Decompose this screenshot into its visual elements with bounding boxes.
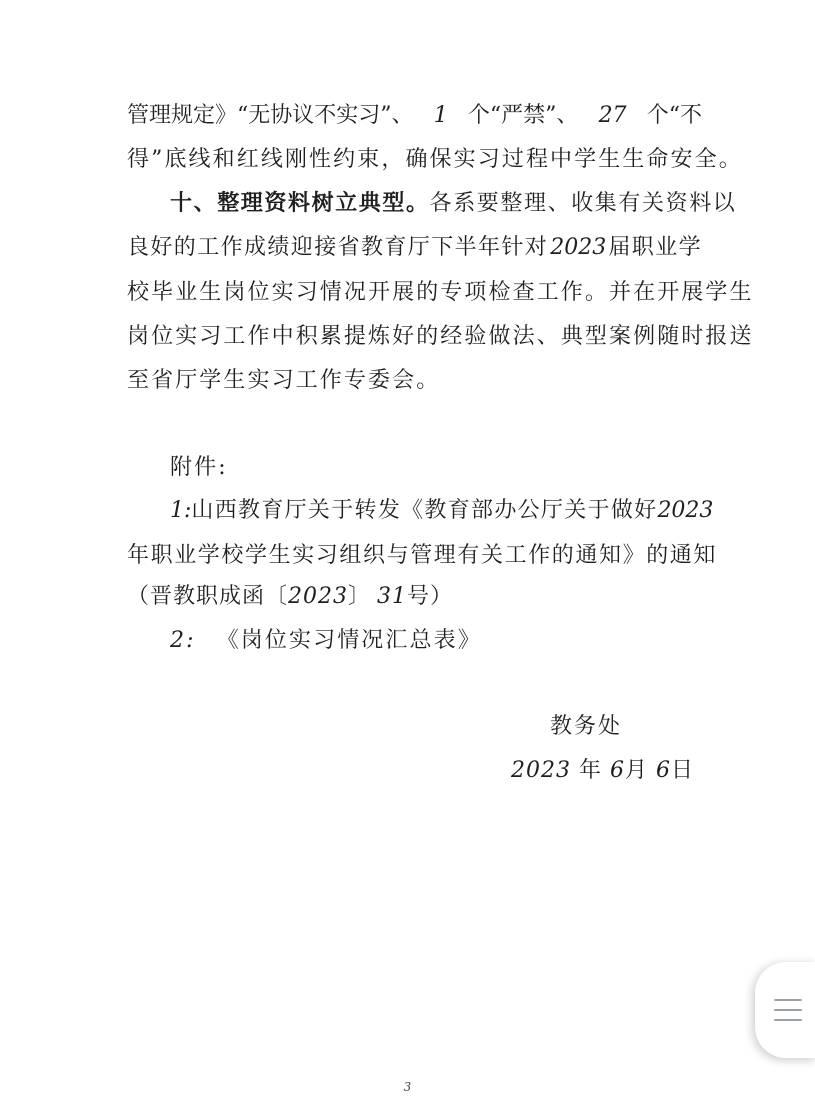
body-line-2: 得”底线和红线刚性约束，确保实习过程中学生生命安全。 [127, 147, 743, 172]
text-segment: 号） [407, 584, 454, 609]
attachment-item-1 [170, 496, 714, 526]
attachment-item-2 [170, 626, 482, 656]
date-year-unit: 年 [579, 758, 603, 783]
body-line-1 [127, 101, 702, 131]
date-month-unit: 月 [625, 758, 649, 783]
signature-department: 教务处 [550, 714, 623, 739]
document-number: 31 [377, 584, 408, 609]
text-segment: 届职业学 [608, 235, 702, 260]
attachment-number: 1: [170, 498, 192, 523]
date-year: 2023 [511, 758, 571, 783]
body-line-7: 至省厅学生实习工作专委会。 [127, 368, 441, 393]
text-segment: （晋教职成函〔 [127, 584, 289, 609]
body-line-4 [127, 233, 702, 263]
text-segment: 个“严禁”、 [467, 103, 579, 128]
attachment-title: 《岗位实习情况汇总表》 [216, 628, 482, 653]
body-line-5: 校毕业生岗位实习情况开展的专项检查工作。并在开展学生 [127, 280, 754, 305]
section-ten-heading: 十、整理资料树立典型。 [170, 191, 430, 216]
section-ten-line [170, 189, 737, 219]
year-number: 2023 [657, 498, 714, 523]
text-segment: 〕 [348, 584, 372, 609]
attachment-title: 山西教育厅关于转发《教育部办公厅关于做好 [191, 498, 658, 523]
text-segment: 个“不 [646, 103, 702, 128]
date-day-unit: 日 [671, 758, 695, 783]
body-line-6: 岗位实习工作中积累提炼好的经验做法、典型案例随时报送 [127, 324, 754, 349]
attachments-label: 附件: [170, 455, 228, 480]
hamburger-menu-icon [774, 999, 802, 1021]
signature-date [511, 756, 694, 786]
text-segment: 管理规定》“无协议不实习”、 [127, 103, 414, 128]
floating-menu-button[interactable] [755, 962, 815, 1058]
page-number: 3 [403, 1080, 412, 1094]
year-number: 2023 [550, 235, 607, 260]
date-month: 6 [610, 758, 626, 783]
number-twenty-seven: 27 [598, 103, 627, 128]
text-segment: 良好的工作成绩迎接省教育厅下半年针对 [127, 235, 549, 260]
number-one: 1 [433, 103, 448, 128]
attachment-item-1-line-3 [127, 582, 453, 612]
attachment-number: 2: [170, 628, 196, 653]
text-segment: 各系要整理、收集有关资料以 [429, 191, 737, 216]
attachment-item-1-line-2: 年职业学校学生实习组织与管理有关工作的通知》的通知 [127, 543, 718, 568]
year-number: 2023 [288, 584, 349, 609]
date-day: 6 [656, 758, 672, 783]
